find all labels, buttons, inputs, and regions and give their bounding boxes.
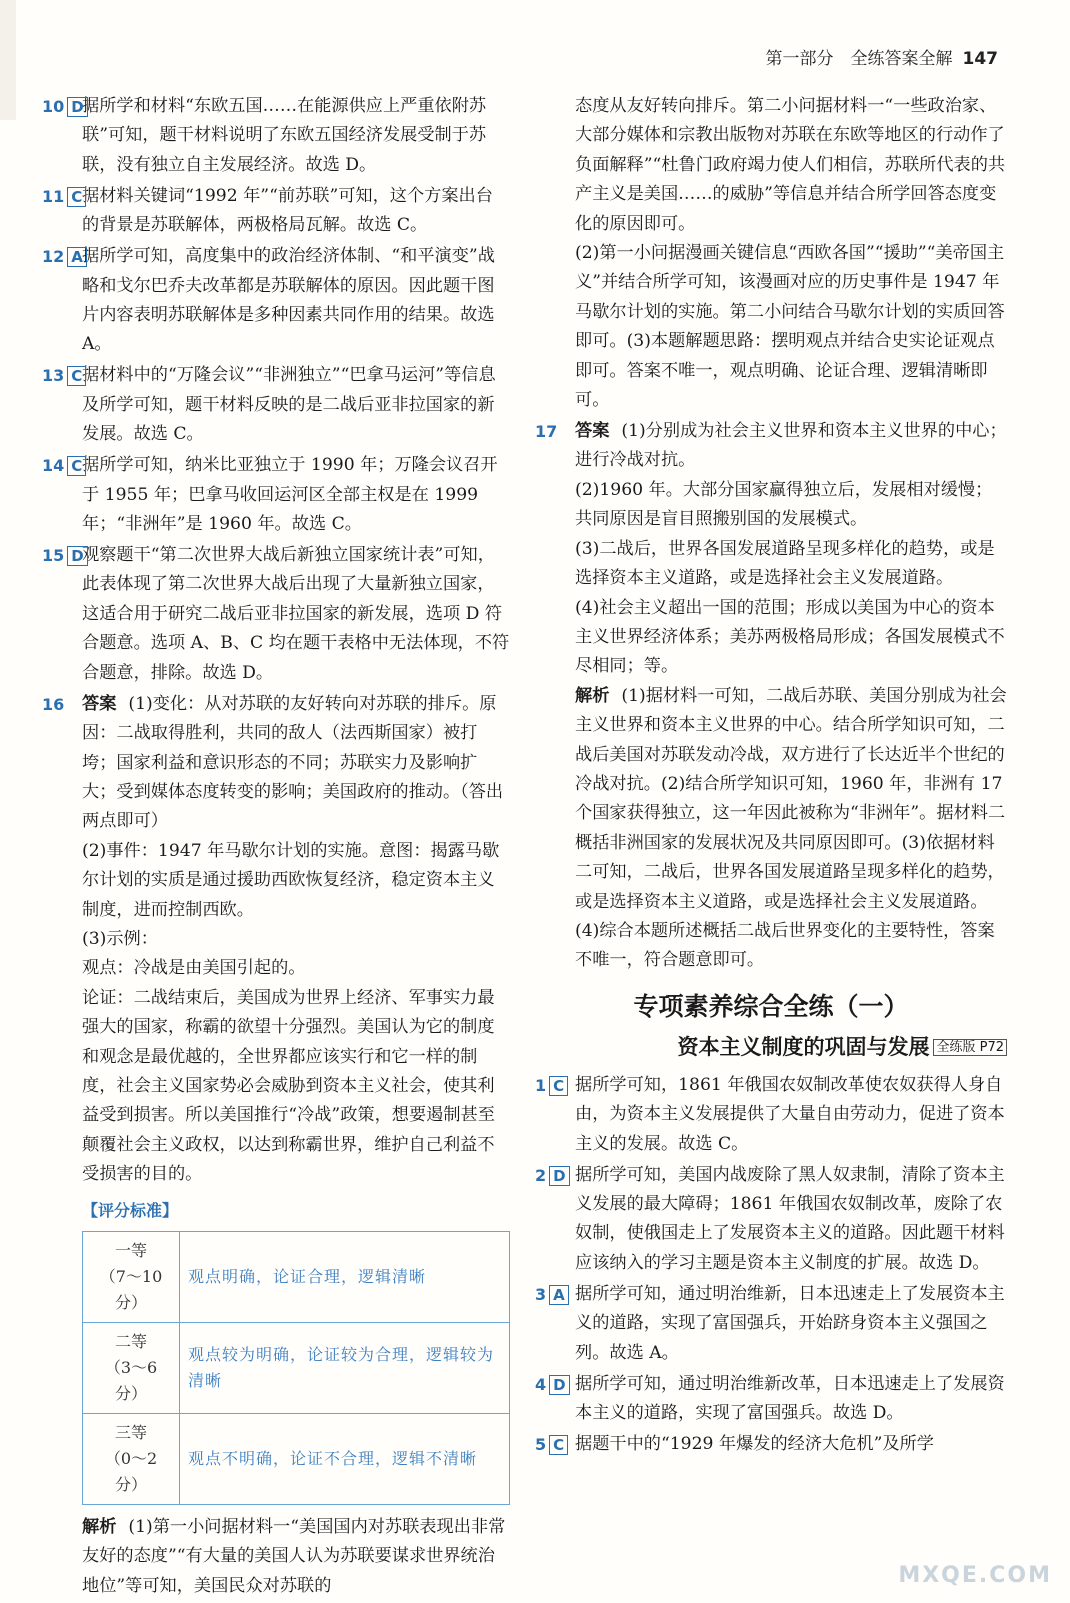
rubric-grade	[83, 1414, 180, 1505]
answer-part-1: (1)变化：从对苏联的友好转向对苏联的排斥。原因：二战取得胜利，共同的敌人（法西斯国家）被打垮；国家利益和意识形态的不同；苏联实力及影响扩大；受到媒体态度转变的影响；美国政府的推动。（答出两点即可）	[82, 693, 504, 832]
question-number: 1	[535, 1075, 547, 1095]
grade-label: 二等	[114, 1332, 147, 1351]
rubric-grade	[83, 1232, 180, 1323]
question-number: 13	[42, 366, 65, 386]
answer-label: 答案	[82, 693, 117, 714]
answer-part-3: (3)示例：	[82, 928, 158, 949]
answer-viewpoint: 观点：冷战是由美国引起的。	[82, 958, 306, 979]
question-16	[42, 690, 510, 1602]
question-11	[42, 182, 510, 241]
section-question-1	[535, 1071, 1007, 1159]
section-title: 第一部分 全练答案全解	[765, 49, 953, 69]
question-number: 12	[42, 247, 65, 267]
page-reference-tag: 全练版 P72	[933, 1039, 1007, 1056]
question-text: 观察题干“第二次世界大战后新独立国家统计表”可知，此表体现了第二次世界大战后出现了大量新独立国家，这适合用于研究二战后亚非拉国家的新发展，选项 D 符合题意。选项 A、B、C 均在题干表格中无法体现，不符合题意，排除。故选 D。	[82, 545, 510, 683]
analysis-continued: 态度从友好转向排斥。第二小问据材料一“一些政治家、大部分媒体和宗教出版物对苏联在东欧等地区的行动作了负面解释”“杜鲁门政府竭力使人们相信，苏联所代表的共产主义是美国……的威胁”等信息并结合所学回答态度变化的原因即可。	[575, 96, 1006, 234]
question-13	[42, 361, 510, 449]
answer-badge: D	[549, 1375, 569, 1395]
page-number: 147	[962, 49, 998, 69]
analysis-text: (1)据材料一可知，二战后苏联、美国分别成为社会主义世界和资本主义世界的中心。结合所学知识可知，二战后美国对苏联发动冷战，双方进行了长达近半个世纪的冷战对抗。(2)结合所学知识可知，1960 年，非洲有 17 个国家获得独立，这一年因此被称为“非洲年”。据材料二概括非洲国家的发展状况及共同原因即可。(3)依据材料二可知，二战后，世界各国发展道路呈现多样化的趋势，或是选择资本主义道路，或是选择社会主义发展道路。(4)综合本题所述概括二战后世界变化的主要特性，答案不唯一，符合题意即可。	[575, 685, 1007, 971]
section-subheading	[535, 1032, 1007, 1063]
section-question-2	[535, 1161, 1007, 1279]
answer-part-3: (3)二战后，世界各国发展道路呈现多样化的趋势，或是选择资本主义道路，或是选择社会主义发展道路。	[575, 538, 995, 589]
analysis-label: 解析	[82, 1517, 117, 1537]
answer-part-2: (2)事件：1947 年马歇尔计划的实施。意图：揭露马歇尔计划的实质是通过援助西欧恢复经济，稳定资本主义制度，进而控制西欧。	[82, 840, 500, 920]
question-number: 3	[535, 1284, 547, 1304]
answer-badge: C	[67, 456, 86, 476]
question-number: 10	[42, 97, 65, 116]
question-16-continued	[535, 92, 1007, 415]
answer-badge: A	[67, 247, 87, 267]
answer-label: 答案	[575, 421, 610, 442]
question-14	[42, 451, 510, 539]
question-number: 5	[535, 1435, 547, 1455]
watermark: MXQE.COM	[898, 1563, 1052, 1588]
question-text: 据题干中的“1929 年爆发的经济大危机”及所学	[575, 1434, 934, 1455]
analysis-text: (1)第一小问据材料一“美国国内对苏联表现出非常友好的态度”“有大量的美国人认为苏联要谋求世界统治地位”等可知，美国民众对苏联的	[82, 1517, 506, 1596]
answer-badge: D	[549, 1166, 569, 1186]
question-number: 16	[42, 694, 65, 714]
question-text: 据所学可知，纳米比亚独立于 1990 年；万隆会议召开于 1955 年；巴拿马收回运河区全部主权是在 1999 年；“非洲年”是 1960 年。故选 C。	[82, 455, 498, 535]
section-subtitle: 资本主义制度的巩固与发展	[677, 1034, 930, 1059]
question-text: 据材料中的“万隆会议”“非洲独立”“巴拿马运河”等信息及所学可知，题干材料反映的是二战后亚非拉国家的新发展。故选 C。	[82, 365, 496, 445]
rubric-row	[83, 1414, 510, 1505]
section-heading: 专项素养综合全练（一）	[633, 991, 909, 1021]
question-number: 15	[42, 546, 65, 566]
question-12	[42, 242, 510, 360]
answer-badge: A	[549, 1285, 569, 1305]
section-question-3	[535, 1280, 1007, 1368]
rubric-table	[82, 1231, 510, 1505]
grade-label: 一等	[114, 1241, 147, 1260]
question-15	[42, 541, 510, 688]
answer-badge: D	[67, 97, 87, 117]
question-text: 据所学可知，美国内战废除了黑人奴隶制，清除了资本主义发展的最大障碍；1861 年俄国农奴制改革，废除了农奴制，使俄国走上了发展资本主义的道路。因此题干材料应该纳入的学习主题是资本主义制度的扩展。故选 D。	[575, 1164, 1005, 1273]
question-number: 14	[42, 456, 65, 476]
grade-label: 三等	[114, 1423, 147, 1442]
grade-range: （3～6 分）	[104, 1358, 158, 1403]
answer-badge: C	[549, 1435, 568, 1455]
question-text: 据所学可知，通过明治维新，日本迅速走上了发展资本主义的道路，实现了富国强兵，开始跻身资本主义强国之列。故选 A。	[575, 1283, 1005, 1363]
question-number: 2	[535, 1165, 547, 1185]
rubric-criteria: 观点较为明确，论证较为合理，逻辑较为清晰	[180, 1323, 510, 1414]
question-number: 17	[535, 422, 558, 442]
rubric-row	[83, 1232, 510, 1323]
section-question-4	[535, 1370, 1007, 1429]
left-column	[42, 92, 510, 1603]
rubric-title: 【评分标准】	[82, 1200, 179, 1220]
page-header	[766, 44, 999, 69]
question-number: 4	[535, 1374, 547, 1394]
rubric-criteria: 观点不明确，论证不合理，逻辑不清晰	[180, 1414, 510, 1505]
grade-range: （7～10 分）	[99, 1267, 163, 1312]
answer-argument: 论证：二战结束后，美国成为世界上经济、军事实力最强大的国家，称霸的欲望十分强烈。美国认为它的制度和观念是最优越的，全世界都应该实行和它一样的制度，社会主义国家势必会威胁到资本主义社会，使其利益受到损害。所以美国推行“冷战”政策，想要遏制甚至颠覆社会主义政权，以达到称霸世界，维护自己利益不受损害的目的。	[82, 987, 495, 1185]
page-edge	[0, 0, 16, 120]
answer-part-2: (2)1960 年。大部分国家赢得独立后，发展相对缓慢；共同原因是盲目照搬别国的发展模式。	[575, 479, 993, 530]
answer-badge: C	[67, 366, 86, 386]
answer-badge: D	[67, 546, 87, 566]
question-text: 据所学可知，高度集中的政治经济体制、“和平演变”战略和戈尔巴乔夫改革都是苏联解体的原因。因此题干图片内容表明苏联解体是多种因素共同作用的结果。故选 A。	[82, 246, 495, 355]
analysis-label: 解析	[575, 685, 610, 706]
question-number: 11	[42, 186, 65, 206]
question-17	[535, 417, 1007, 976]
answer-part-1: (1)分别成为社会主义世界和资本主义世界的中心；进行冷战对抗。	[575, 421, 1007, 471]
section-question-5	[535, 1430, 1007, 1459]
rubric-row	[83, 1323, 510, 1414]
rubric-criteria: 观点明确，论证合理，逻辑清晰	[180, 1232, 510, 1323]
question-10	[42, 92, 510, 180]
question-text: 据所学和材料“东欧五国……在能源供应上严重依附苏联”可知，题干材料说明了东欧五国经济发展受制于苏联，没有独立自主发展经济。故选 D。	[82, 96, 487, 175]
rubric-grade	[83, 1323, 180, 1414]
answer-badge: C	[549, 1076, 568, 1096]
question-text: 据所学可知，1861 年俄国农奴制改革使农奴获得人身自由，为资本主义发展提供了大量自由劳动力，促进了资本主义的发展。故选 C。	[575, 1074, 1005, 1154]
analysis-continued-2: (2)第一小问据漫画关键信息“西欧各国”“援助”“美帝国主义”并结合所学可知，该漫画对应的历史事件是 1947 年马歇尔计划的实施。第二小问结合马歇尔计划的实质回答即可。(3)本题解题思路：摆明观点并结合史实论证观点即可。答案不唯一，观点明确、论证合理、逻辑清晰即可。	[575, 243, 1005, 411]
question-text: 据材料关键词“1992 年”“前苏联”可知，这个方案出台的背景是苏联解体，两极格局瓦解。故选 C。	[82, 185, 493, 236]
grade-range: （0～2 分）	[104, 1449, 158, 1494]
right-column	[535, 92, 1007, 1461]
answer-badge: C	[67, 187, 86, 207]
answer-part-4: (4)社会主义超出一国的范围；形成以美国为中心的资本主义世界经济体系；美苏两极格局形成；各国发展模式不尽相同；等。	[575, 597, 1005, 677]
question-text: 据所学可知，通过明治维新改革，日本迅速走上了发展资本主义的道路，实现了富国强兵。故选 D。	[575, 1373, 1005, 1424]
